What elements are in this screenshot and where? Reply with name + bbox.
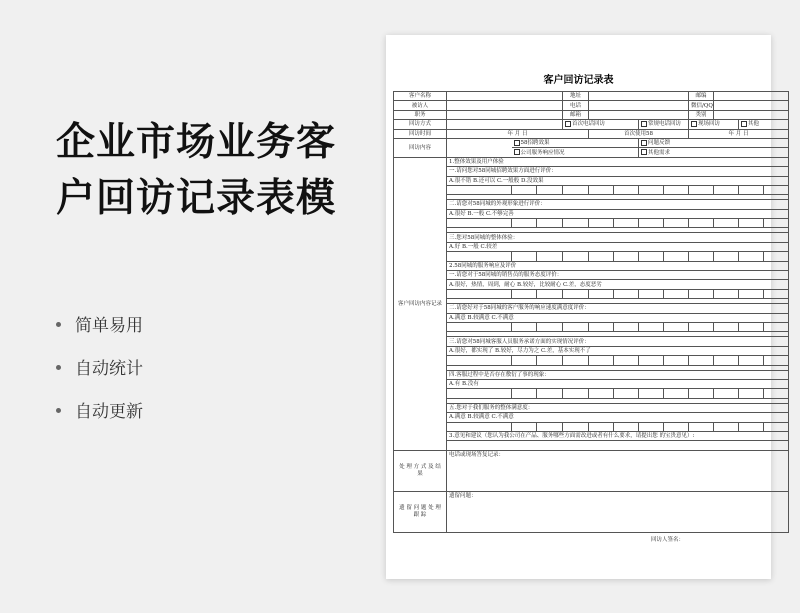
checkbox-icon[interactable] bbox=[691, 121, 697, 127]
answer-cells bbox=[394, 322, 789, 331]
table-row: 处 理 方 式 及 结 果 电话或现场答复记录： bbox=[394, 451, 789, 492]
feature-item: 简单易用 bbox=[56, 311, 143, 354]
answer-cells bbox=[394, 422, 789, 431]
promo-title: 企业市场业务客户回访记录表模 bbox=[56, 120, 337, 221]
table-row: 职务 邮箱 类别 bbox=[394, 110, 789, 119]
table-row: 回访时间 年 月 日 首次使用58 年 月 日 bbox=[394, 129, 789, 138]
form-title: 客户回访记录表 bbox=[543, 75, 614, 86]
answer-options: A.很好，都实现了 B.较好，尽力为之 C.差，基本实现不了 bbox=[447, 346, 789, 355]
answer-options: A.满意 B.较满意 C.不满意 bbox=[447, 413, 789, 422]
option-regular-call[interactable]: 常规电话回访 bbox=[639, 120, 689, 129]
table-row: 回访内容 58招聘效果 问题反馈 bbox=[394, 138, 789, 147]
bullet-dot-icon bbox=[56, 408, 61, 413]
bullet-dot-icon bbox=[56, 322, 61, 327]
answer-cells bbox=[394, 219, 789, 228]
table-row: 客户名称 地址 邮编 bbox=[394, 92, 789, 101]
handle-result-field[interactable]: 电话或现场答复记录： bbox=[447, 451, 789, 492]
option-other[interactable]: 其他 bbox=[739, 120, 789, 129]
visit-record-table: 客户名称 地址 邮编 被访人 电话 微信/QQ 职务 邮箱 类别 回访方式 首次电话回访 常规电话回访 现场回访 其他 回访时间 年 月 日 首次使用58 年 月 日 回访内容 58招聘效果 问题反馈 公司服务响应情况 其他需求 客户回访内容记录 1.整体效果及用户体验 一.请问您对58同城招聘效果方面进行评价： A.很不错 B.还可以 C.一般般 D.没效果 二.请您对58同城的外观形象进行评价： A.很好 B.一般 C.不够完善 三.您对58同城的整体体验： A.好 B.一般 C.较差 2.58同城的服务响应及评价 一.请您对于58同城的销售员的服务态度评价： A.很好，热情，周到，耐心 B.较好，比较耐心 C.差，态度恶劣 二.请您好对于58同城的客户服务的响应速度满意度评价： A.满意 B.较满意 C.不满意 三.请您对58同城客服人员服务承诺方面的实现情况评价： A.很好，都实现了 B.较好，尽力为之 C.差，基本实现不了 四.客服过程中是否存在敷衍了事的现象： A.有 B.没有 五.您对于我们服务的整体满意度： A.满意 B.较满意 C.不满意 3.意见和建议（您认为我公司在产品、服务哪些方面需改进或者有什么要求，请提出您 的宝贵意见）: 处 理 方 式 及 结 果 电话或现场答复记录： 遗 留 问 题 处 理 跟 踪 遗留问题： bbox=[393, 91, 789, 533]
answer-options: A.很不错 B.还可以 C.一般般 D.没效果 bbox=[447, 176, 789, 185]
option-feedback[interactable]: 问题反馈 bbox=[639, 138, 789, 147]
feature-list bbox=[56, 311, 143, 440]
answer-options: A.有 B.没有 bbox=[447, 379, 789, 388]
checkbox-icon[interactable] bbox=[741, 121, 747, 127]
pending-issue-field[interactable]: 遗留问题： bbox=[447, 492, 789, 533]
checkbox-icon[interactable] bbox=[565, 121, 571, 127]
visit-date[interactable]: 年 月 日 bbox=[447, 129, 589, 138]
option-service-response[interactable]: 公司服务响应情况 bbox=[512, 148, 639, 157]
checkbox-icon[interactable] bbox=[641, 149, 647, 155]
bullet-dot-icon bbox=[56, 365, 61, 370]
answer-cells bbox=[394, 185, 789, 194]
checkbox-icon[interactable] bbox=[641, 140, 647, 146]
option-first-call[interactable]: 首次电话回访 bbox=[563, 120, 639, 129]
feature-item: 自动更新 bbox=[56, 397, 143, 440]
answer-options: A.很好，热情，周到，耐心 B.较好，比较耐心 C.差，态度恶劣 bbox=[447, 280, 789, 289]
table-row: 被访人 电话 微信/QQ bbox=[394, 101, 789, 110]
feature-item: 自动统计 bbox=[56, 354, 143, 397]
option-other-needs[interactable]: 其他需求 bbox=[639, 148, 789, 157]
first-use-date[interactable]: 年 月 日 bbox=[689, 129, 789, 138]
answer-options: A.好 B.一般 C.较差 bbox=[447, 242, 789, 251]
checkbox-icon[interactable] bbox=[641, 121, 647, 127]
table-row: 客户回访内容记录 1.整体效果及用户体验 bbox=[394, 157, 789, 166]
suggestion-field[interactable] bbox=[447, 441, 789, 451]
answer-cells bbox=[394, 252, 789, 261]
checkbox-icon[interactable] bbox=[514, 149, 520, 155]
option-onsite-visit[interactable]: 现场回访 bbox=[689, 120, 739, 129]
answer-cells bbox=[394, 389, 789, 398]
signature-label: 回访人签名： bbox=[651, 537, 685, 543]
table-row bbox=[394, 148, 789, 157]
form-document bbox=[386, 35, 771, 579]
table-row: 遗 留 问 题 处 理 跟 踪 遗留问题： bbox=[394, 492, 789, 533]
table-row: 回访方式 首次电话回访 常规电话回访 现场回访 其他 bbox=[394, 120, 789, 129]
answer-cells bbox=[394, 289, 789, 298]
option-recruit-effect[interactable]: 58招聘效果 bbox=[512, 138, 639, 147]
answer-options: A.很好 B.一般 C.不够完善 bbox=[447, 209, 789, 218]
checkbox-icon[interactable] bbox=[514, 140, 520, 146]
answer-options: A.满意 B.较满意 C.不满意 bbox=[447, 313, 789, 322]
answer-cells bbox=[394, 356, 789, 365]
